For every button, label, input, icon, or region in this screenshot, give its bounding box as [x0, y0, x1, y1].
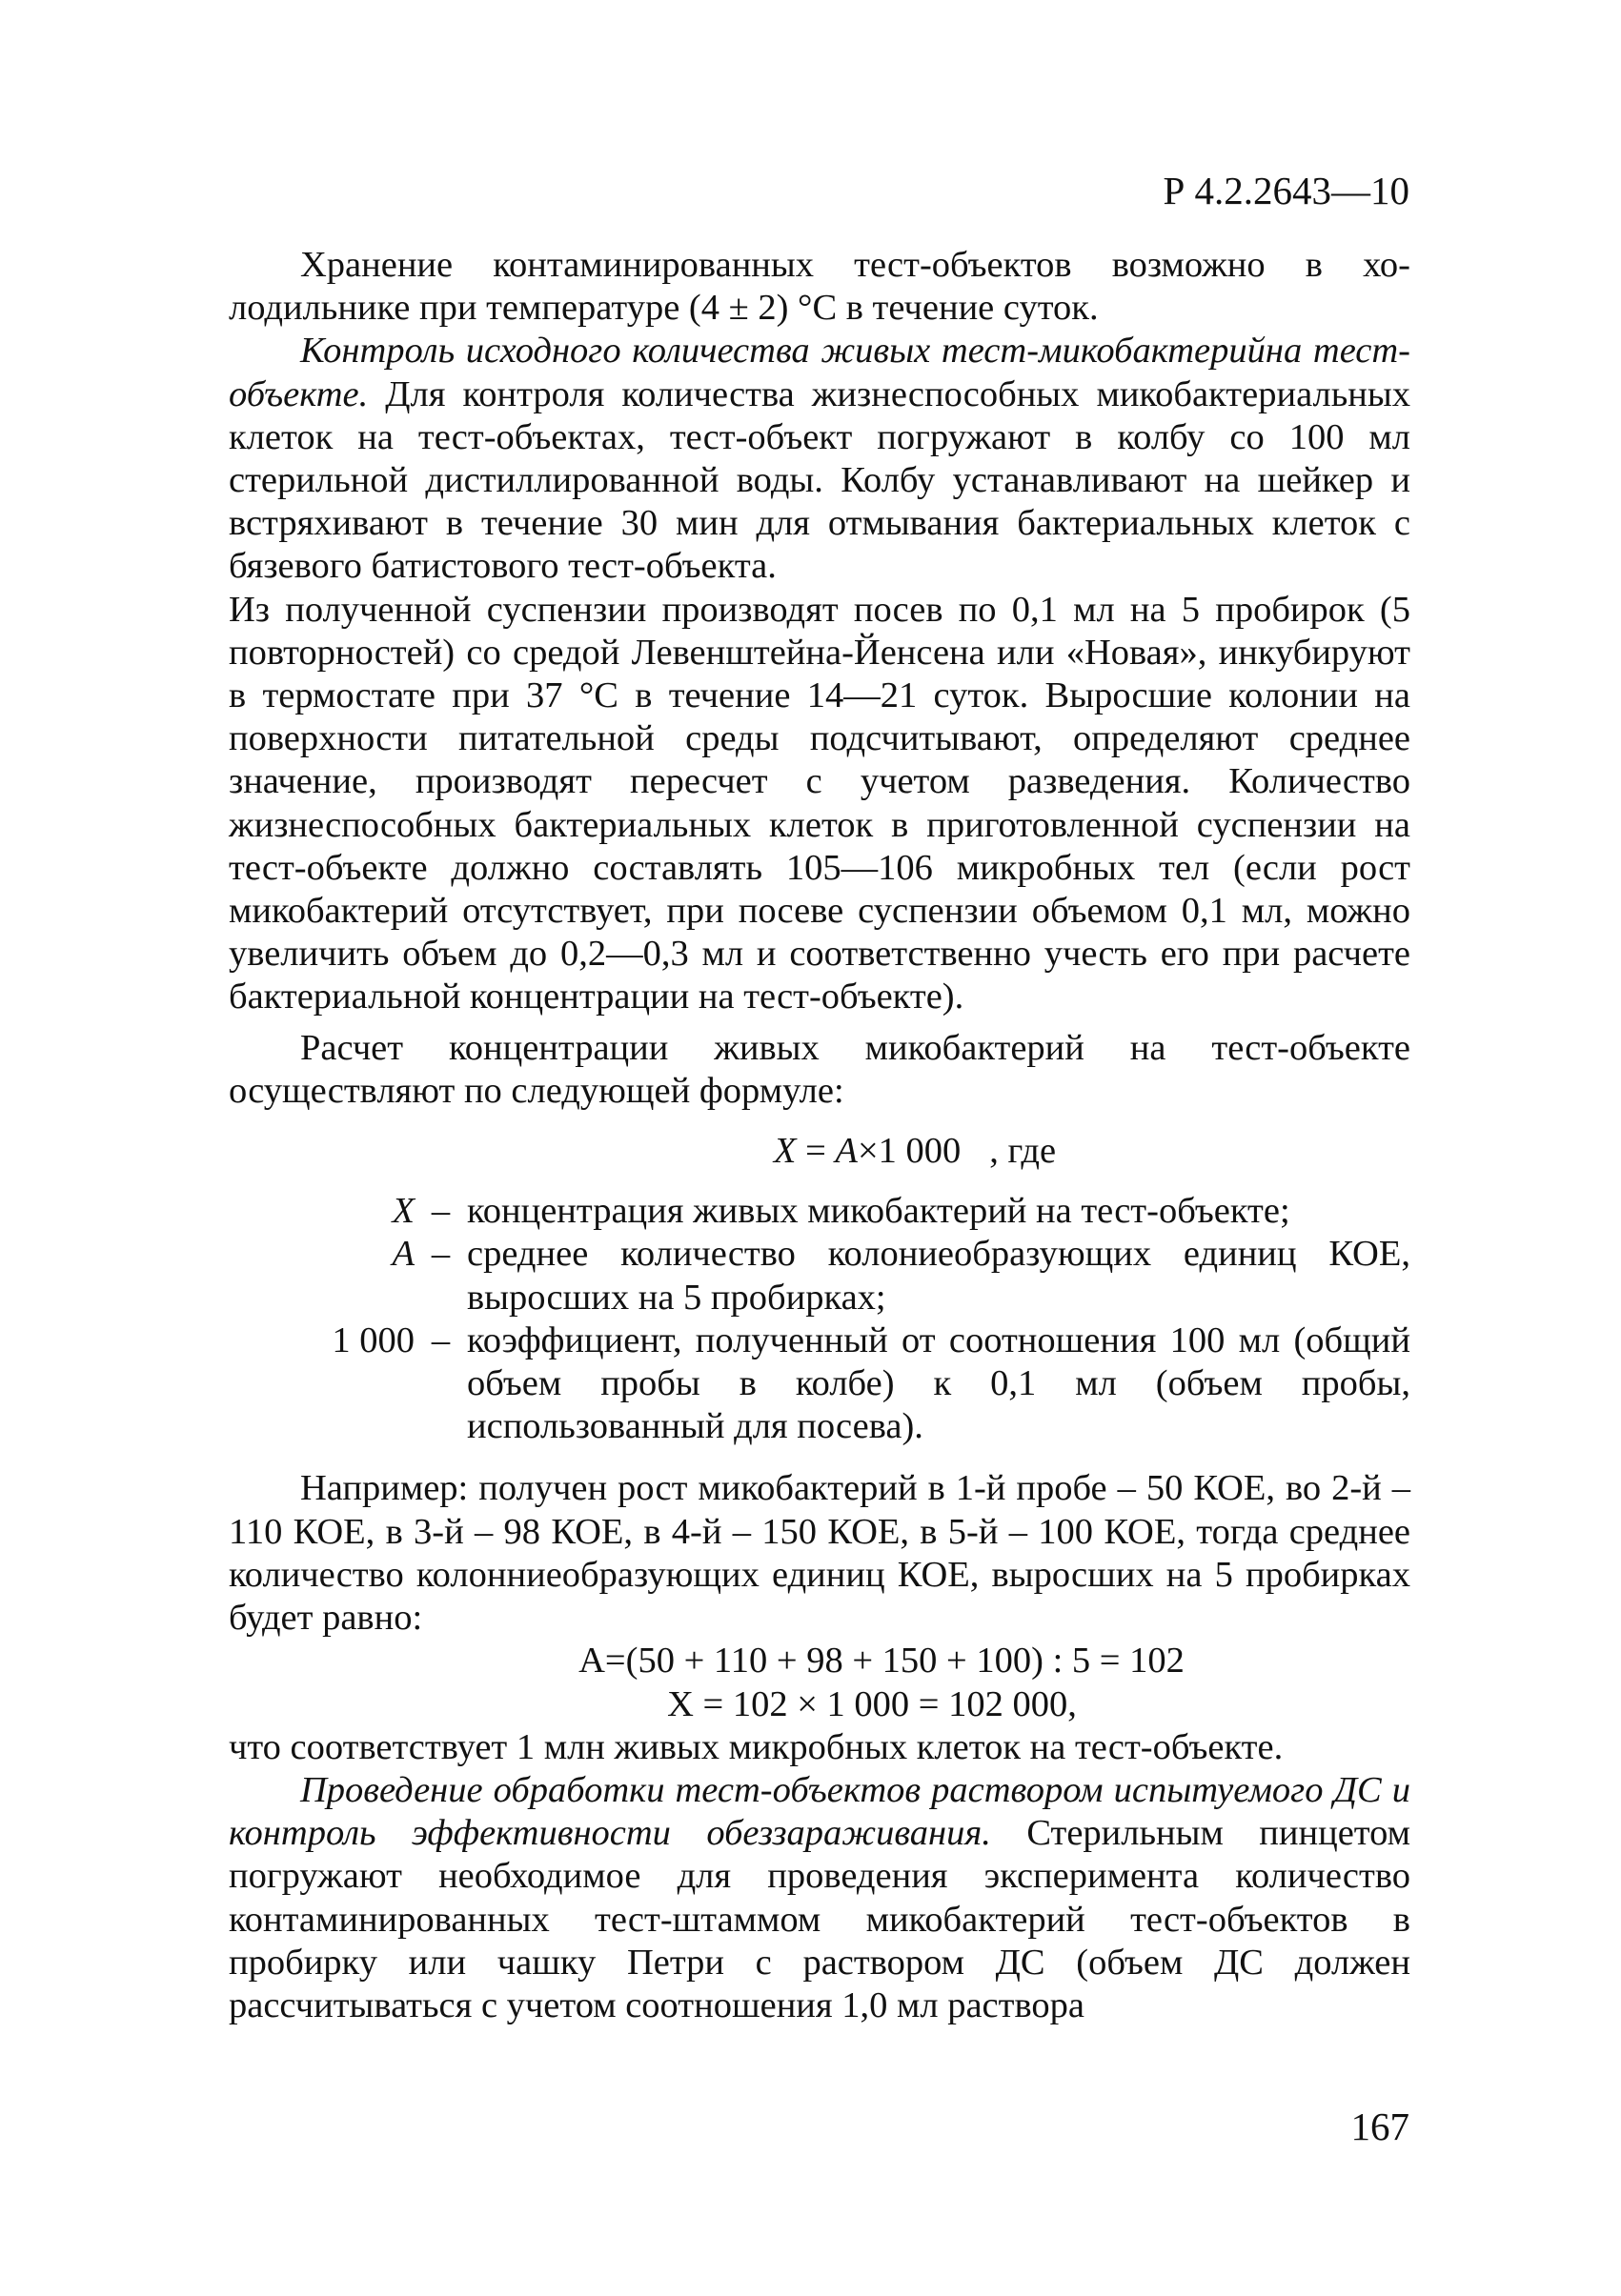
paragraph-treatment: [229, 1769, 1410, 2027]
formula: [229, 1130, 1410, 1173]
definition-text: коэффициент, полученный от соотношения 100 мл (общий объем пробы в колбе) к 0,1 мл (объем пробы, использованный для посева).: [467, 1319, 1410, 1447]
document-body: [229, 244, 1410, 2027]
paragraph-suspension: Из полученной суспензии производят посев по 0,1 мл на 5 пробирок (5 повторностей) со средой Левенштейна-Йенсена или «Новая», инкубируют в термостате при 37 °С в течение 14—21 суток. Выросшие колонии на поверхности питательной среды подсчитывают, определяют среднее значение, производят пересчет с учетом разведения. Количество жизнеспособных бактериальных клеток в приготовленной суспензии на тест-объекте должно составлять 105—106 микробных тел (если рост микобактерий отсутствует, при посеве суспензии объемом 0,1 мл, можно увеличить объем до 0,2—0,3 мл и соответственно учесть его при расчете бактериальной концентрации на тест-объекте).: [229, 589, 1410, 1017]
document-code: Р 4.2.2643—10: [1163, 169, 1409, 212]
paragraph-example: Например: получен рост микобактерий в 1-й пробе – 50 КОЕ, во 2-й – 110 КОЕ, в 3-й – 98 КОЕ, в 4-й – 150 КОЕ, в 5-й – 100 КОЕ, тогда среднее количество колонниеобразующих единиц КОЕ, выросших на 5 пробирках будет равно:: [229, 1468, 1410, 1639]
formula-lhs: X: [773, 1131, 797, 1172]
paragraph-storage: Хранение контаминированных тест-объектов возможно в холодильнике при температуре (4 ± 2) °С в течение суток.: [229, 245, 1410, 329]
formula-expression: [774, 1131, 961, 1171]
section-heading-treatment: Проведение обработки тест-объектов раствором испытуемого ДС и контроль эффективности обеззараживания.: [229, 1769, 1410, 1854]
calculation-average: А=(50 + 110 + 98 + 150 + 100) : 5 = 102: [578, 1641, 1185, 1682]
paragraph-control-text: Для контроля количества жизнеспособных микобактериальных клеток на тест-объектах, тест-объект погружают в колбу со 100 мл стерильной дистиллированной воды. Колбу устанавливают на шейкер и встряхивают в течение 30 мин для отмывания бактериальных клеток с бязевого батистового тест-объекта.: [229, 373, 1410, 587]
page-number: 167: [1350, 2105, 1409, 2148]
definition-dash: –: [431, 1191, 451, 1232]
calculation-concentration: Х = 102 × 1 000 = 102 000,: [667, 1683, 1077, 1724]
definition-dash: –: [431, 1319, 451, 1360]
definition-row: [229, 1190, 1410, 1233]
paragraph-treatment-text: Стерильным пинцетом погружают необходимое для проведения эксперимента количество контаминированных тест-штаммом микобактерий тест-объектов в пробирку или чашку Петри с раствором ДС (объем ДС должен рассчитываться с учетом соотношения 1,0 мл раствора: [229, 1813, 1410, 2025]
definition-symbol: A: [392, 1234, 415, 1275]
formula-times: ×1 000: [857, 1131, 962, 1172]
paragraph-conclusion: что соответствует 1 млн живых микробных клеток на тест-объекте.: [229, 1726, 1284, 1767]
definition-row: [229, 1233, 1410, 1319]
definition-dash: –: [431, 1234, 451, 1275]
formula-a: A: [835, 1131, 858, 1172]
definitions-list: [229, 1190, 1410, 1448]
section-heading-control: Контроль исходного количества живых тест-микобактерийна тест-объекте.: [229, 331, 1410, 414]
paragraph-formula-intro: Расчет концентрации живых микобактерий на тест-объекте осуществляют по следующей формуле:: [229, 1027, 1410, 1111]
formula-equals: =: [796, 1131, 836, 1172]
definition-text: среднее количество колониеобразующих единиц КОЕ, выросших на 5 пробирках;: [467, 1234, 1410, 1318]
definition-row: [229, 1319, 1410, 1449]
formula-where: , где: [989, 1131, 1057, 1172]
definition-symbol: X: [392, 1191, 415, 1232]
definition-symbol: 1 000: [332, 1319, 415, 1360]
paragraph-control: [229, 330, 1410, 588]
definition-text: концентрация живых микобактерий на тест-объекте;: [467, 1191, 1290, 1232]
